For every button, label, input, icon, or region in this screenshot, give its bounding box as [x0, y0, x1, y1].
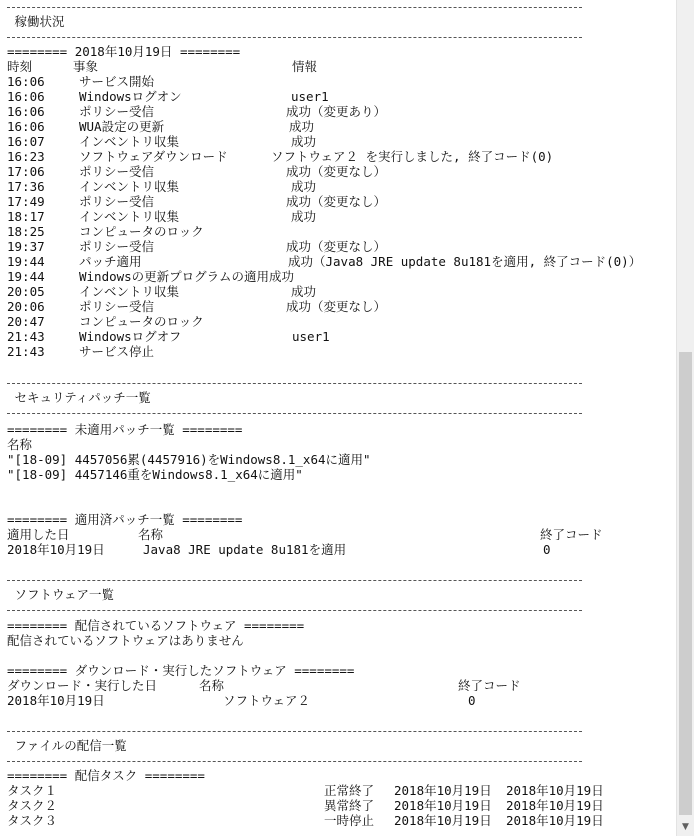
- event-name: サービス開始: [79, 74, 155, 89]
- scrollbar-thumb[interactable]: [679, 352, 692, 815]
- event-time: 16:06: [7, 119, 45, 134]
- event-info: 成功（変更なし）: [286, 164, 387, 179]
- col-applied-date-header: 適用した日: [7, 527, 70, 542]
- event-info: 成功（変更なし）: [286, 239, 387, 254]
- section-rule: [7, 761, 582, 762]
- event-name: インベントリ収集: [79, 179, 180, 194]
- col-time-header: 時刻: [7, 59, 33, 74]
- task-end-date: 2018年10月19日: [506, 813, 604, 828]
- unapplied-patch-row: "[18-09] 4457146重をWindows8.1_x64に適用": [7, 467, 303, 482]
- event-name: インベントリ収集: [79, 284, 180, 299]
- event-info: 成功（変更あり）: [286, 104, 387, 119]
- event-info: 成功: [291, 209, 317, 224]
- task-status: 一時停止: [324, 813, 375, 828]
- event-time: 17:36: [7, 179, 45, 194]
- event-time: 19:44: [7, 269, 45, 284]
- applied-header: ======== 適用済パッチ一覧 ========: [7, 512, 243, 527]
- task-end-date: 2018年10月19日: [506, 798, 604, 813]
- col-applied-name-header: 名称: [138, 527, 164, 542]
- event-name: ポリシー受信: [79, 164, 155, 179]
- event-time: 16:06: [7, 89, 45, 104]
- section-title-operation: 稼働状況: [7, 14, 65, 29]
- software-name: ソフトウェア２: [223, 693, 311, 708]
- event-info: 成功: [291, 284, 317, 299]
- event-name: インベントリ収集: [79, 209, 180, 224]
- task-end-date: 2018年10月19日: [506, 783, 604, 798]
- event-name: ポリシー受信: [79, 239, 155, 254]
- section-rule: [7, 413, 582, 414]
- event-info: 成功: [291, 179, 317, 194]
- task-status: 異常終了: [324, 798, 375, 813]
- event-name: サービス停止: [79, 344, 155, 359]
- task-start-date: 2018年10月19日: [394, 798, 492, 813]
- event-name: コンピュータのロック: [79, 224, 204, 239]
- downloaded-header: ======== ダウンロード・実行したソフトウェア ========: [7, 663, 355, 678]
- task-name: タスク１: [7, 783, 58, 798]
- distributed-empty-message: 配信されているソフトウェアはありません: [7, 633, 244, 648]
- event-time: 16:06: [7, 104, 45, 119]
- section-rule: [7, 610, 582, 611]
- event-time: 19:37: [7, 239, 45, 254]
- col-name-header: 名称: [7, 437, 33, 452]
- col-info-header: 情報: [292, 59, 318, 74]
- event-name: インベントリ収集: [79, 134, 180, 149]
- col-exit-code-header: 終了コード: [540, 527, 603, 542]
- event-info: ソフトウェア２ を実行しました, 終了コード(0): [271, 149, 554, 164]
- event-info: 成功（Java8 JRE update 8u181を適用, 終了コード(0)）: [288, 254, 642, 269]
- event-time: 16:23: [7, 149, 45, 164]
- event-time: 16:07: [7, 134, 45, 149]
- event-name: ポリシー受信: [79, 104, 155, 119]
- section-rule: [7, 383, 582, 384]
- event-info: 成功: [289, 119, 315, 134]
- task-start-date: 2018年10月19日: [394, 783, 492, 798]
- task-name: タスク３: [7, 813, 58, 828]
- col-download-date-header: ダウンロード・実行した日: [7, 678, 158, 693]
- unapplied-header: ======== 未適用パッチ一覧 ========: [7, 422, 243, 437]
- event-name: Windowsログオフ: [79, 329, 182, 344]
- scroll-down-arrow-icon[interactable]: ▼: [682, 822, 689, 832]
- col-software-name-header: 名称: [199, 678, 225, 693]
- event-info: 成功（変更なし）: [286, 299, 387, 314]
- event-time: 20:05: [7, 284, 45, 299]
- event-time: 17:49: [7, 194, 45, 209]
- section-title-security: セキュリティパッチ一覧: [7, 390, 151, 405]
- event-name: ポリシー受信: [79, 299, 155, 314]
- tasks-header: ======== 配信タスク ========: [7, 768, 205, 783]
- event-time: 20:47: [7, 314, 45, 329]
- task-status: 正常終了: [324, 783, 375, 798]
- section-rule: [7, 580, 582, 581]
- event-time: 18:25: [7, 224, 45, 239]
- section-rule: [7, 37, 582, 38]
- event-info: 成功: [291, 134, 317, 149]
- section-rule: [7, 7, 582, 8]
- event-time: 17:06: [7, 164, 45, 179]
- event-time: 21:43: [7, 329, 45, 344]
- event-time: 21:43: [7, 344, 45, 359]
- event-name: コンピュータのロック: [79, 314, 204, 329]
- event-time: 20:06: [7, 299, 45, 314]
- applied-name: Java8 JRE update 8u181を適用: [143, 542, 347, 557]
- event-time: 16:06: [7, 74, 45, 89]
- col-event-header: 事象: [73, 59, 99, 74]
- applied-date: 2018年10月19日: [7, 542, 105, 557]
- event-info: user1: [291, 89, 329, 104]
- event-name: ポリシー受信: [79, 194, 155, 209]
- event-name: Windowsログオン: [79, 89, 182, 104]
- task-name: タスク２: [7, 798, 58, 813]
- event-name: ソフトウェアダウンロード: [79, 149, 228, 164]
- event-time: 18:17: [7, 209, 45, 224]
- software-code: 0: [468, 693, 476, 708]
- event-info: 成功（変更なし）: [286, 194, 387, 209]
- event-name: パッチ適用: [79, 254, 142, 269]
- applied-code: 0: [543, 542, 551, 557]
- event-time: 19:44: [7, 254, 45, 269]
- event-name: Windowsの更新プログラムの適用成功: [79, 269, 295, 284]
- section-rule: [7, 731, 582, 732]
- section-title-software: ソフトウェア一覧: [7, 587, 115, 602]
- event-info: user1: [292, 329, 330, 344]
- section-title-files: ファイルの配信一覧: [7, 738, 127, 753]
- distributed-header: ======== 配信されているソフトウェア ========: [7, 618, 305, 633]
- col-software-code-header: 終了コード: [458, 678, 521, 693]
- event-name: WUA設定の更新: [79, 119, 165, 134]
- task-start-date: 2018年10月19日: [394, 813, 492, 828]
- vertical-scrollbar[interactable]: [676, 0, 694, 836]
- date-header: ======== 2018年10月19日 ========: [7, 44, 241, 59]
- unapplied-patch-row: "[18-09] 4457056累(4457916)をWindows8.1_x64に適用": [7, 452, 371, 467]
- software-date: 2018年10月19日: [7, 693, 105, 708]
